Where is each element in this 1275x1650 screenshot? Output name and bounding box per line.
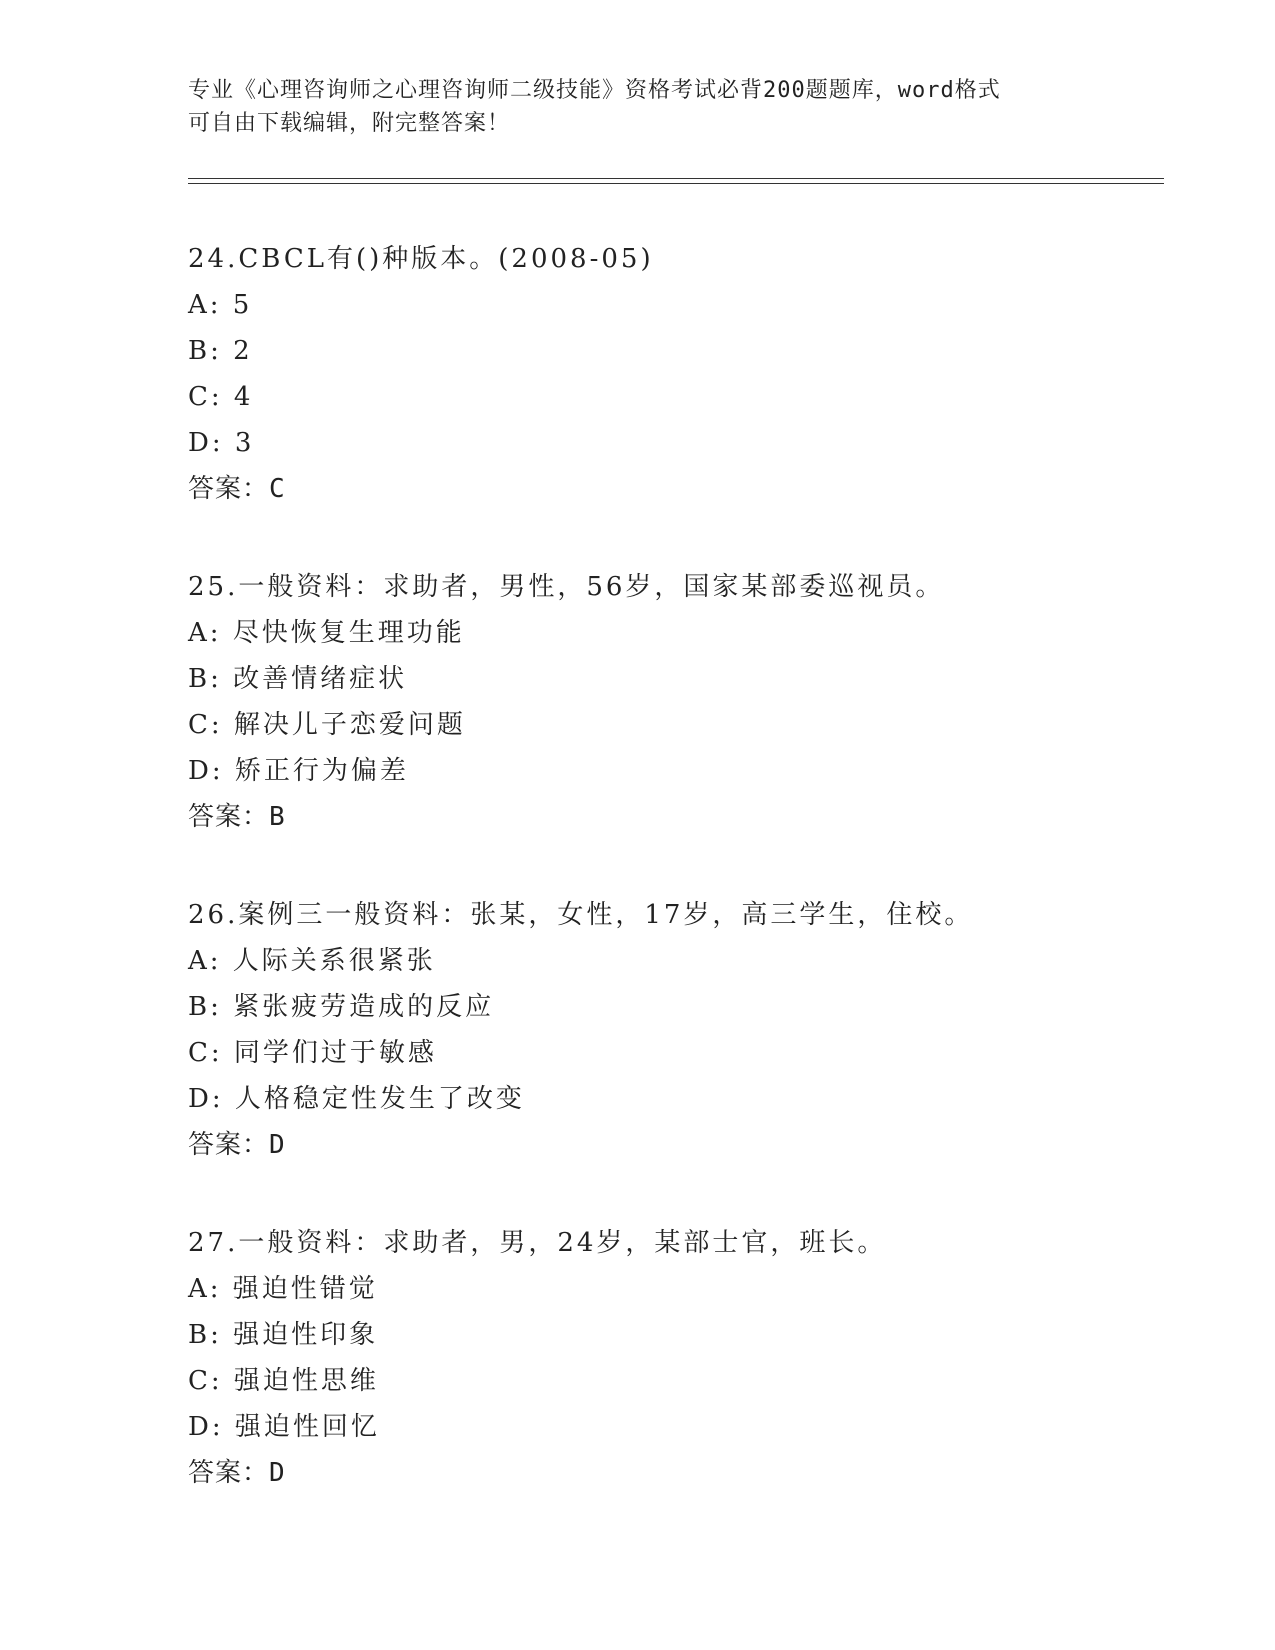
question-27 <box>188 1220 1168 1496</box>
option-d: D: 矫正行为偏差 <box>188 756 409 786</box>
question-title: 25.一般资料：求助者，男性，56岁，国家某部委巡视员。 <box>188 572 945 602</box>
answer: 答案：D <box>188 1130 286 1160</box>
option-b: B: 改善情绪症状 <box>188 664 408 694</box>
option-b: B: 2 <box>188 336 253 366</box>
option-b: B: 紧张疲劳造成的反应 <box>188 992 495 1022</box>
option-a: A: 强迫性错觉 <box>188 1274 378 1304</box>
header-divider-top <box>188 178 1164 179</box>
option-a: A: 5 <box>188 290 253 320</box>
question-title: 24.CBCL有()种版本。(2008-05) <box>188 244 654 274</box>
answer: 答案：D <box>188 1458 286 1488</box>
header-line-1: 专业《心理咨询师之心理咨询师二级技能》资格考试必背200题题库，word格式 <box>188 78 1001 103</box>
header-line-2: 可自由下载编辑，附完整答案！ <box>188 111 511 136</box>
option-c: C: 强迫性思维 <box>188 1366 379 1396</box>
option-d: D: 3 <box>188 428 255 458</box>
question-24 <box>188 236 1168 512</box>
question-title: 26.案例三一般资料：张某，女性，17岁，高三学生，住校。 <box>188 900 974 930</box>
option-c: C: 同学们过于敏感 <box>188 1038 437 1068</box>
option-c: C: 解决儿子恋爱问题 <box>188 710 466 740</box>
question-25 <box>188 564 1168 840</box>
option-a: A: 人际关系很紧张 <box>188 946 436 976</box>
question-list <box>188 236 1168 1548</box>
option-a: A: 尽快恢复生理功能 <box>188 618 465 648</box>
option-b: B: 强迫性印象 <box>188 1320 379 1350</box>
question-26 <box>188 892 1168 1168</box>
option-d: D: 强迫性回忆 <box>188 1412 380 1442</box>
answer: 答案：C <box>188 474 286 504</box>
answer: 答案：B <box>188 802 286 832</box>
question-title: 27.一般资料：求助者，男，24岁，某部士官，班长。 <box>188 1228 887 1258</box>
document-header <box>188 74 1088 140</box>
header-divider-bottom <box>188 183 1164 184</box>
option-d: D: 人格稳定性发生了改变 <box>188 1084 525 1114</box>
option-c: C: 4 <box>188 382 254 412</box>
